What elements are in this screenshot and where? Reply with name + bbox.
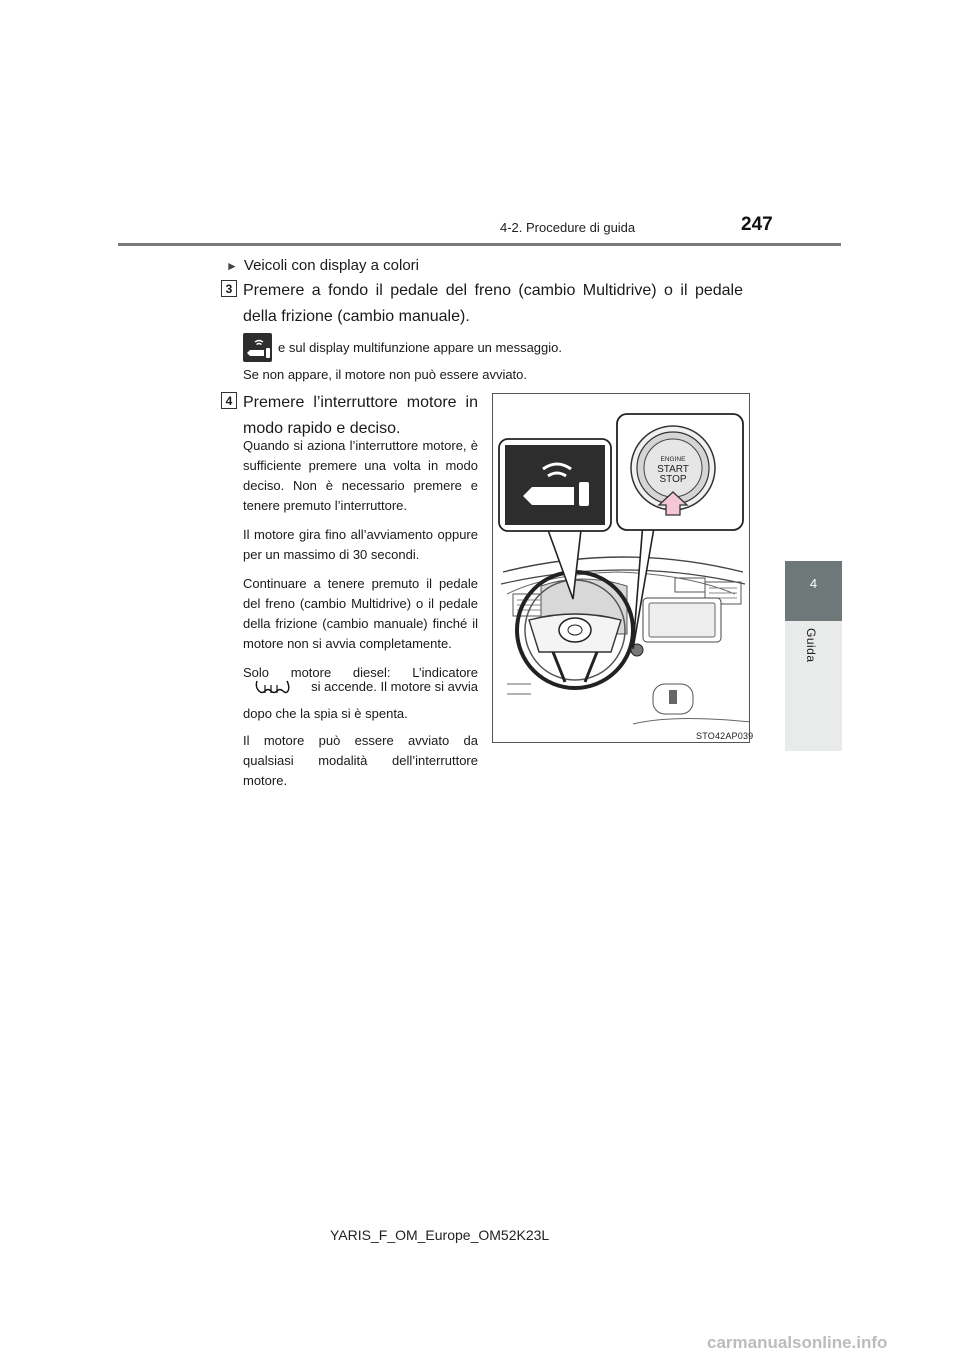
step4-para-3: Continuare a tenere premuto il pedale del freno (cambio Multidrive) o il pedale della frizione (cambio manuale) finché il motore non si avvia completamente. (243, 576, 478, 651)
triangle-bullet-icon: ► (226, 259, 238, 273)
step4-para-4c: dopo che la spia si è spenta. (243, 706, 408, 721)
watermark: carmanualsonline.info (707, 1333, 888, 1352)
dashboard-illustration (493, 394, 750, 743)
step4-body (243, 436, 478, 692)
step4-para-2: Il motore gira fino all’avviamento oppure per un massimo di 30 secondi. (243, 527, 478, 562)
section-title: 4-2. Procedure di guida (500, 220, 636, 235)
chapter-tab (785, 561, 842, 621)
header-rule (118, 243, 841, 246)
step3-note-warning: Se non appare, il motore non può essere avviato. (243, 367, 528, 382)
step4-para-5: Il motore può essere avviato da qualsiasi modalità dell’interruttore motore. (243, 733, 478, 788)
engine-button-label-3: STOP (659, 474, 687, 485)
vehicle-bullet (226, 257, 419, 274)
step4-para-1: Quando si aziona l’interruttore motore, è sufficiente premere una volta in modo deciso. Non è necessario premere e tenere premuto l’interruttore. (243, 438, 478, 513)
step4-text: Premere l’interruttore motore in modo rapido e deciso. (243, 394, 478, 437)
engine-switch-figure (492, 393, 750, 743)
step3-text: Premere a fondo il pedale del freno (cambio Multidrive) o il pedale della frizione (cambio manuale). (243, 282, 743, 325)
page-number: 247 (741, 214, 773, 235)
bullet-text: Veicoli con display a colori (243, 257, 419, 274)
step-number-4: 4 (221, 392, 237, 409)
glow-plug-indicator-icon (254, 677, 290, 699)
engine-button-label-1: ENGINE (660, 456, 686, 463)
figure-code: STO42AP039 (696, 731, 754, 741)
chapter-tab-number: 4 (809, 576, 818, 591)
document-code: YARIS_F_OM_Europe_OM52K23L (330, 1227, 550, 1243)
chapter-tab-label: Guida (804, 628, 818, 663)
key-indicator-icon (243, 333, 272, 362)
step4-para-4a: Solo motore diesel: L’indicatore (243, 665, 478, 680)
step3-note-message: e sul display multifunzione appare un messaggio. (278, 340, 563, 355)
step4-para-4b: si accende. Il motore si avvia (311, 679, 478, 694)
engine-button-label-2: START (657, 464, 689, 475)
step-number-3: 3 (221, 280, 237, 297)
